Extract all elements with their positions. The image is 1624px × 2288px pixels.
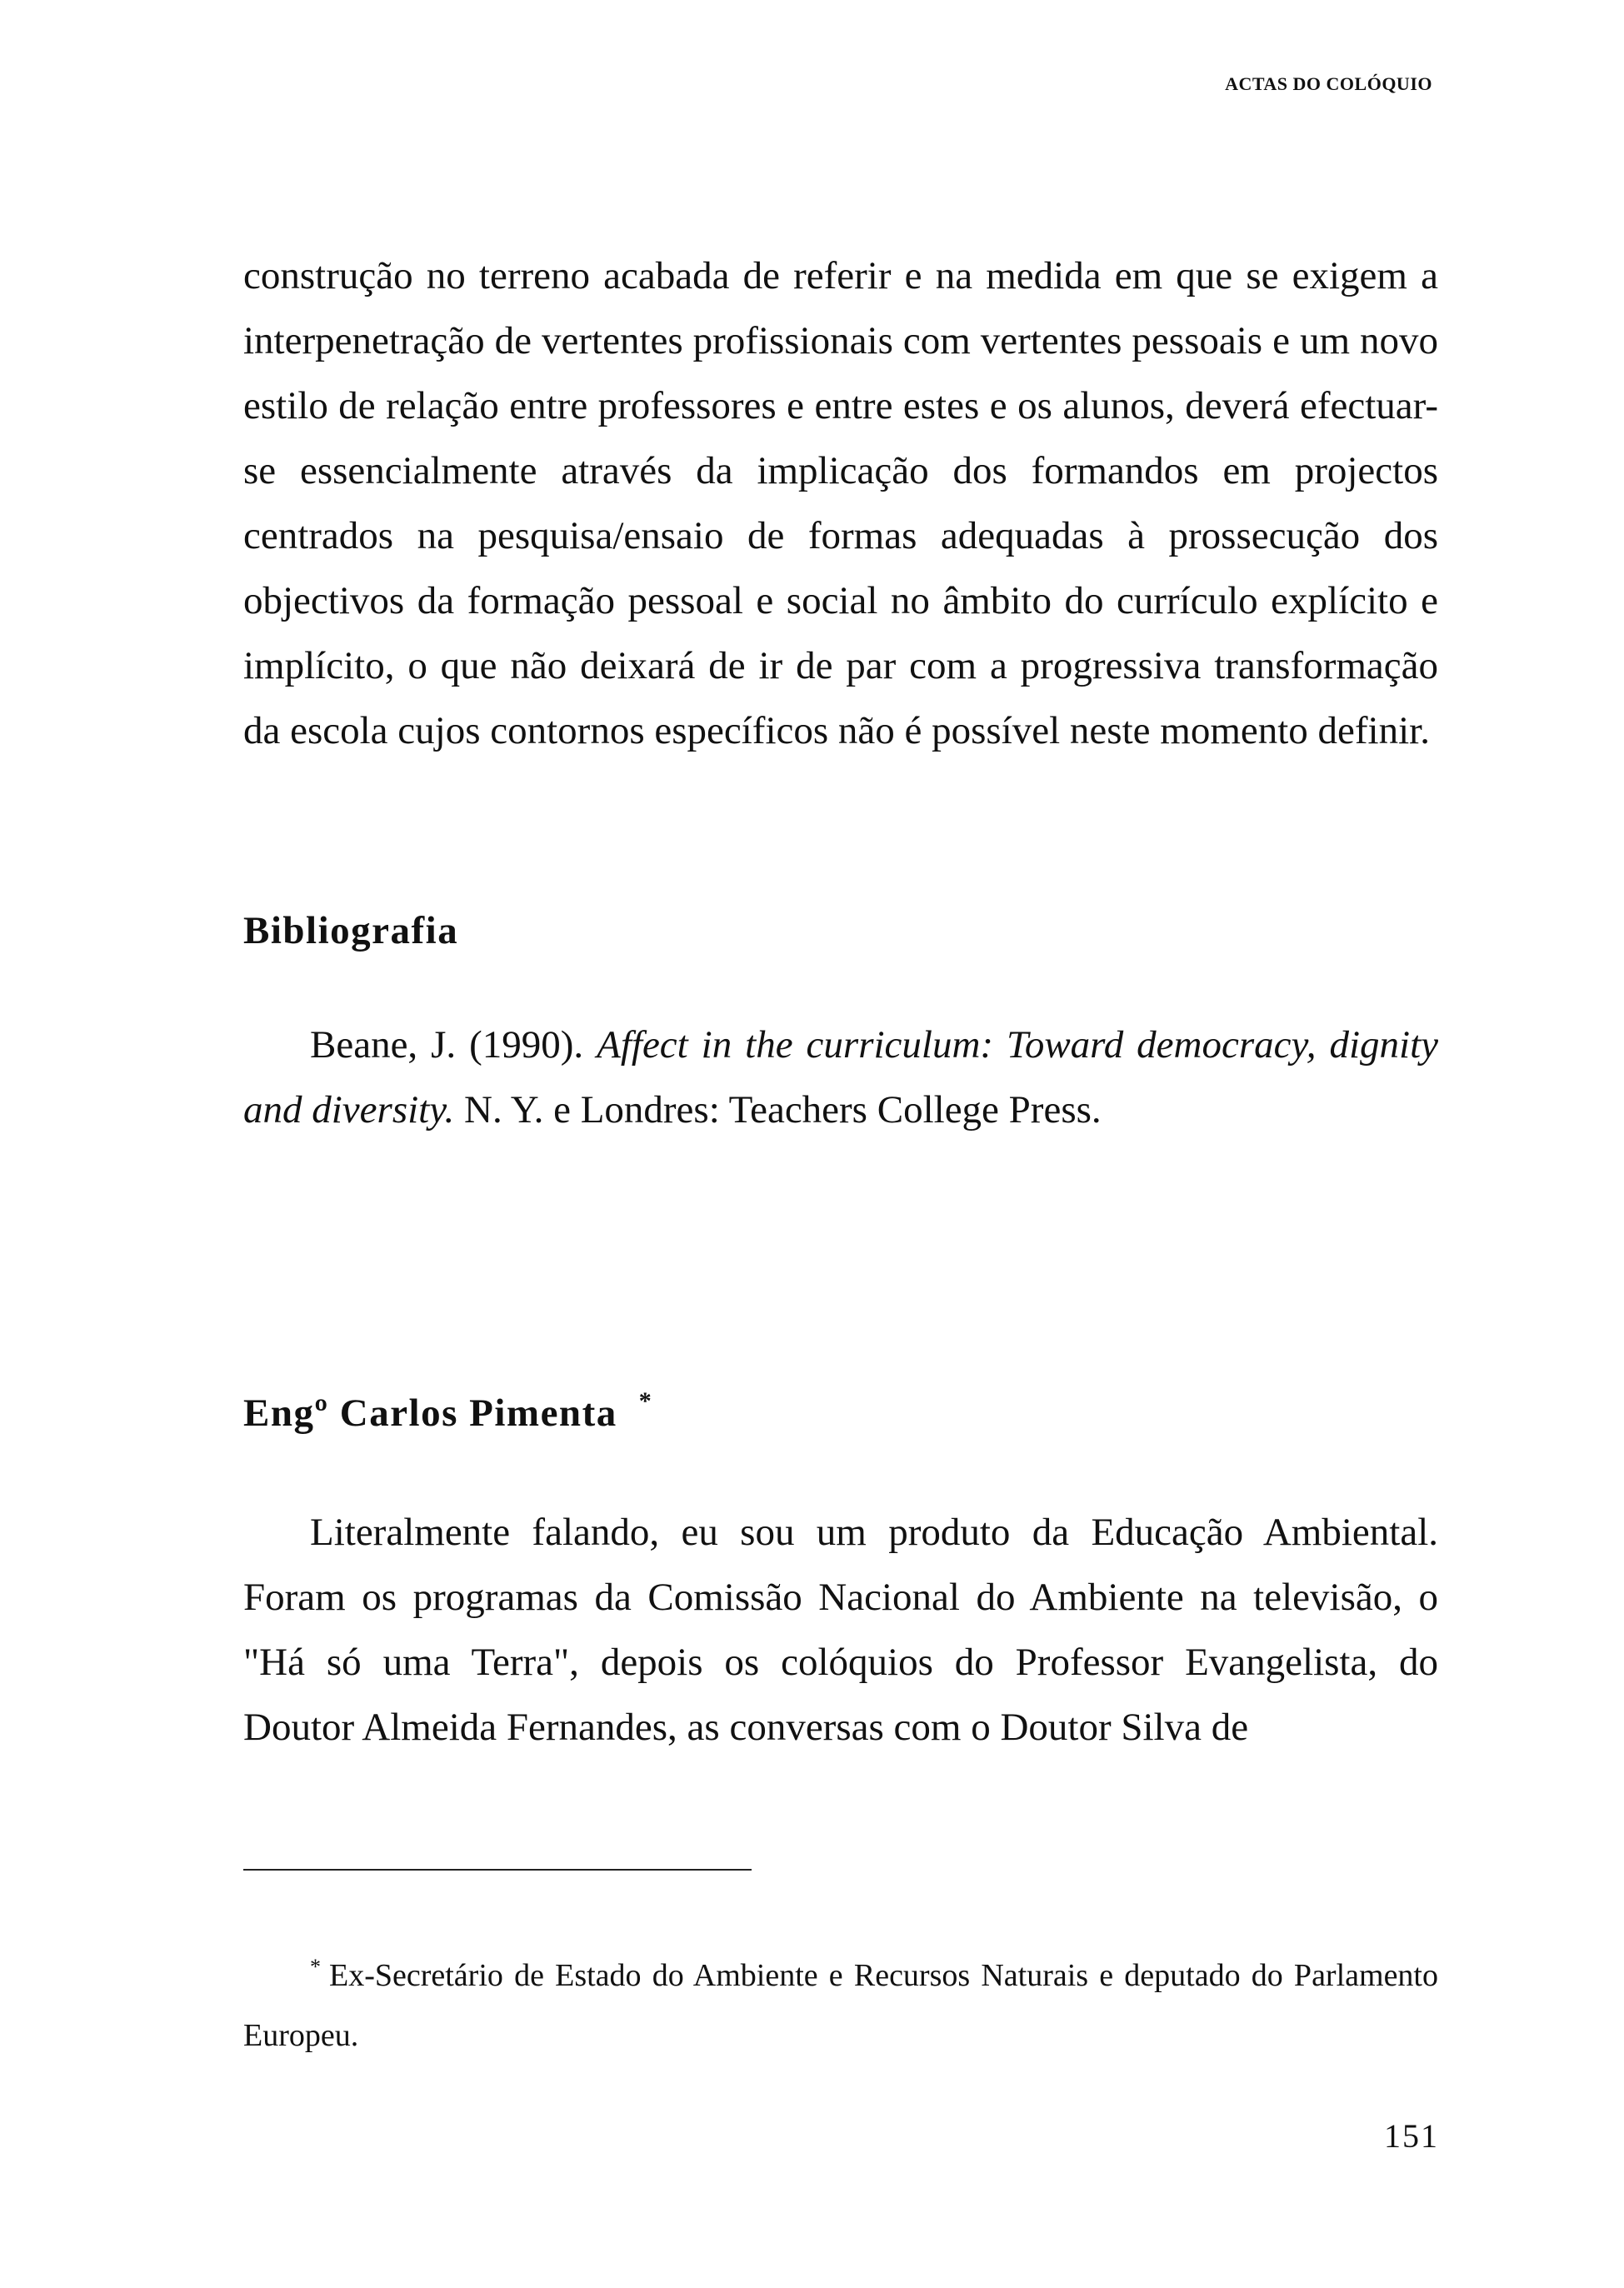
- speaker-footnote-marker: *: [638, 1387, 653, 1415]
- speech-paragraph: Literalmente falando, eu sou um produto da Educação Ambiental. Foram os programas da Comissão Nacional do Ambiente na televisão, o "Há só uma Terra", depois os colóquios do Professor Evangelista, do Doutor Almeida Fernandes, as conversas com o Doutor Silva de: [243, 1511, 1438, 1749]
- footnote: [243, 1937, 1438, 2066]
- running-header: ACTAS DO COLÓQUIO: [1225, 73, 1432, 94]
- footnote-marker: *: [310, 1955, 321, 1979]
- footnote-divider: [243, 1869, 752, 1871]
- bibliography-author-year: Beane, J. (1990).: [310, 1023, 597, 1067]
- bibliography-publisher: N. Y. e Londres: Teachers College Press.: [454, 1088, 1102, 1132]
- speaker-name: Engº Carlos Pimenta: [243, 1391, 617, 1435]
- speaker-heading: [243, 1387, 652, 1436]
- bibliography-heading: Bibliografia: [243, 909, 459, 952]
- continuation-paragraph: construção no terreno acabada de referir e na medida em que se exigem a interpenetração de vertentes profissionais com vertentes pessoais e um novo estilo de relação entre professores e entre estes e os alunos, deverá efectuar-se essencialmente através da implicação dos formandos em projectos centrados na pesquisa/ensaio de formas adequadas à prossecução dos objectivos da formação pessoal e social no âmbito do currículo explícito e implícito, o que não deixará de ir de par com a progressiva transformação da escola cujos contornos específicos não é possível neste momento definir.: [243, 254, 1438, 752]
- page-number: 151: [1384, 2117, 1439, 2155]
- bibliography-title: Affect in the curriculum: Toward democracy, dignity and diversity.: [243, 1023, 1438, 1132]
- bibliography-entry: [243, 1012, 1438, 1142]
- footnote-text: Ex-Secretário de Estado do Ambiente e Recursos Naturais e deputado do Parlamento Europeu.: [243, 1958, 1438, 2053]
